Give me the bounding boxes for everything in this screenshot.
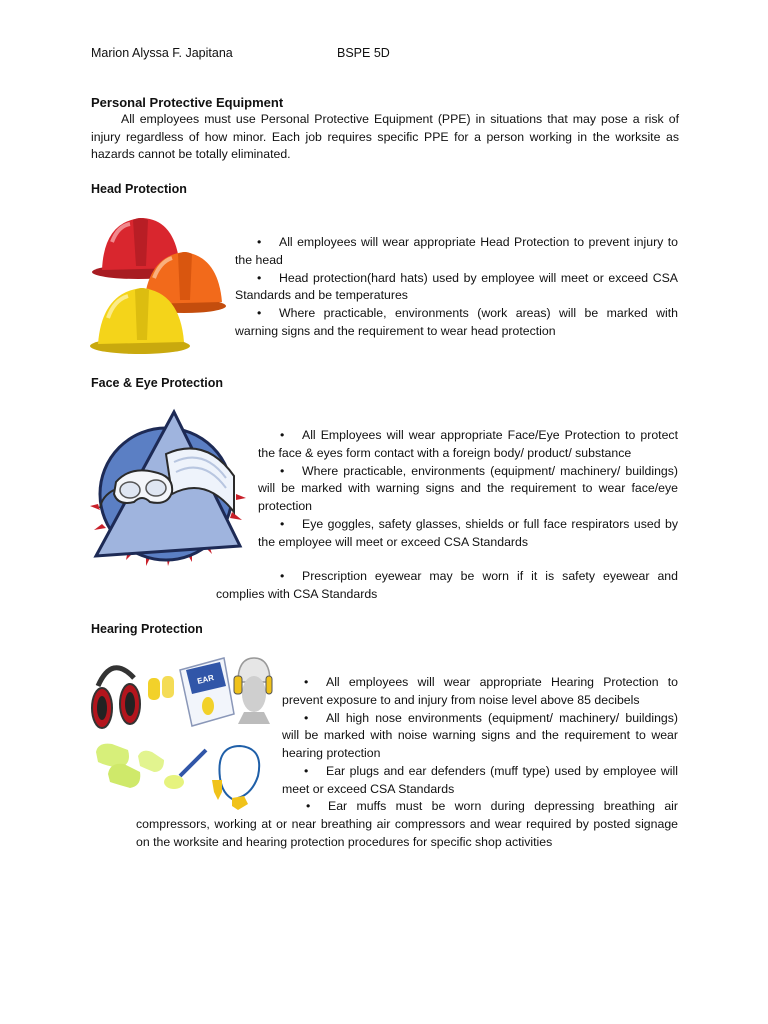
helmet-with-earmuffs xyxy=(234,658,272,724)
list-item-text: Prescription eyewear may be worn if it is safety eyewear and complies with CSA Standards xyxy=(216,569,678,601)
section-heading-face-eye: Face & Eye Protection xyxy=(91,376,223,390)
bullet-icon: • xyxy=(257,306,262,321)
bullet-icon: • xyxy=(280,569,285,583)
list-item xyxy=(216,568,678,604)
list-item-text: All employees will wear appropriate Head Protection to prevent injury to the head xyxy=(235,235,678,267)
list-item xyxy=(258,427,678,463)
list-item xyxy=(282,710,678,763)
bullet-icon: • xyxy=(280,463,285,478)
hearing-bullet-list-continued xyxy=(136,798,678,851)
foam-earplugs-green xyxy=(96,744,164,788)
list-item-text: All Employees will wear appropriate Face/Eye Protection to protect the face & eyes form contact with a foreign body/ product/ substance xyxy=(258,428,678,460)
list-item-text: All employees will wear appropriate Hearing Protection to prevent exposure to and injury from noise level above 85 decibels xyxy=(282,675,678,707)
list-item xyxy=(235,305,678,341)
bullet-icon: • xyxy=(304,675,309,689)
earplug-package xyxy=(180,658,234,726)
face-eye-bullet-list xyxy=(258,427,678,552)
bullet-icon: • xyxy=(280,428,285,442)
list-item xyxy=(258,463,678,516)
list-item-text: Where practicable, environments (work areas) will be marked with warning signs and the requirement to wear head protection xyxy=(235,306,678,338)
list-item-text: Ear plugs and ear defenders (muff type) used by employee will meet or exceed CSA Standards xyxy=(282,763,678,796)
intro-paragraph: All employees must use Personal Protective Equipment (PPE) in situations that may pose a risk of injury regardless of how minor. Each job requires specific PPE for a person working in the worksite as hazards cannot be totally eliminated. xyxy=(91,112,679,161)
bullet-icon: • xyxy=(304,710,309,725)
author-name: Marion Alyssa F. Japitana xyxy=(91,46,233,60)
section-heading-hearing: Hearing Protection xyxy=(91,622,203,636)
document-title: Personal Protective Equipment xyxy=(91,95,284,110)
list-item xyxy=(235,234,678,270)
list-item xyxy=(258,516,678,552)
list-item xyxy=(282,674,678,710)
list-item-text: Head protection(hard hats) used by employee will meet or exceed CSA Standards and be temperatures xyxy=(235,270,678,303)
bullet-icon: • xyxy=(257,235,262,249)
class-section: BSPE 5D xyxy=(337,46,390,60)
bullet-icon: • xyxy=(304,763,309,778)
list-item-text: All high nose environments (equipment/ machinery/ buildings) will be marked with noise warning signs and the requirement to wear hearing protection xyxy=(282,710,678,761)
face-eye-bullet-list-continued xyxy=(216,568,678,604)
face-eye-protection-image xyxy=(88,406,248,570)
list-item-text: Eye goggles, safety glasses, shields or full face respirators used by the employee will meet or exceed CSA Standards xyxy=(258,516,678,549)
hearing-protection-image xyxy=(88,652,274,818)
list-item xyxy=(136,798,678,851)
bullet-icon: • xyxy=(257,270,262,285)
section-heading-head: Head Protection xyxy=(91,182,187,196)
hearing-bullet-list xyxy=(282,674,678,799)
head-bullet-list xyxy=(235,234,678,341)
push-in-earplug xyxy=(164,750,206,789)
bullet-icon: • xyxy=(280,516,285,531)
list-item-text: Ear muffs must be worn during depressing breathing air compressors, working at or near breathing air compressors and wear required by posted signage on the worksite and hearing protection procedures for specific shop activities xyxy=(136,799,678,849)
earmuffs xyxy=(92,668,140,728)
package-label: EAR xyxy=(196,673,215,686)
bullet-icon: • xyxy=(306,799,311,813)
list-item xyxy=(282,763,678,799)
hard-hats-image xyxy=(88,212,228,358)
foam-earplugs-yellow xyxy=(148,676,174,700)
list-item-text: Where practicable, environments (equipment/ machinery/ buildings) will be marked with warning signs and the requirement to wear face/eye protection xyxy=(258,463,678,514)
list-item xyxy=(235,270,678,306)
